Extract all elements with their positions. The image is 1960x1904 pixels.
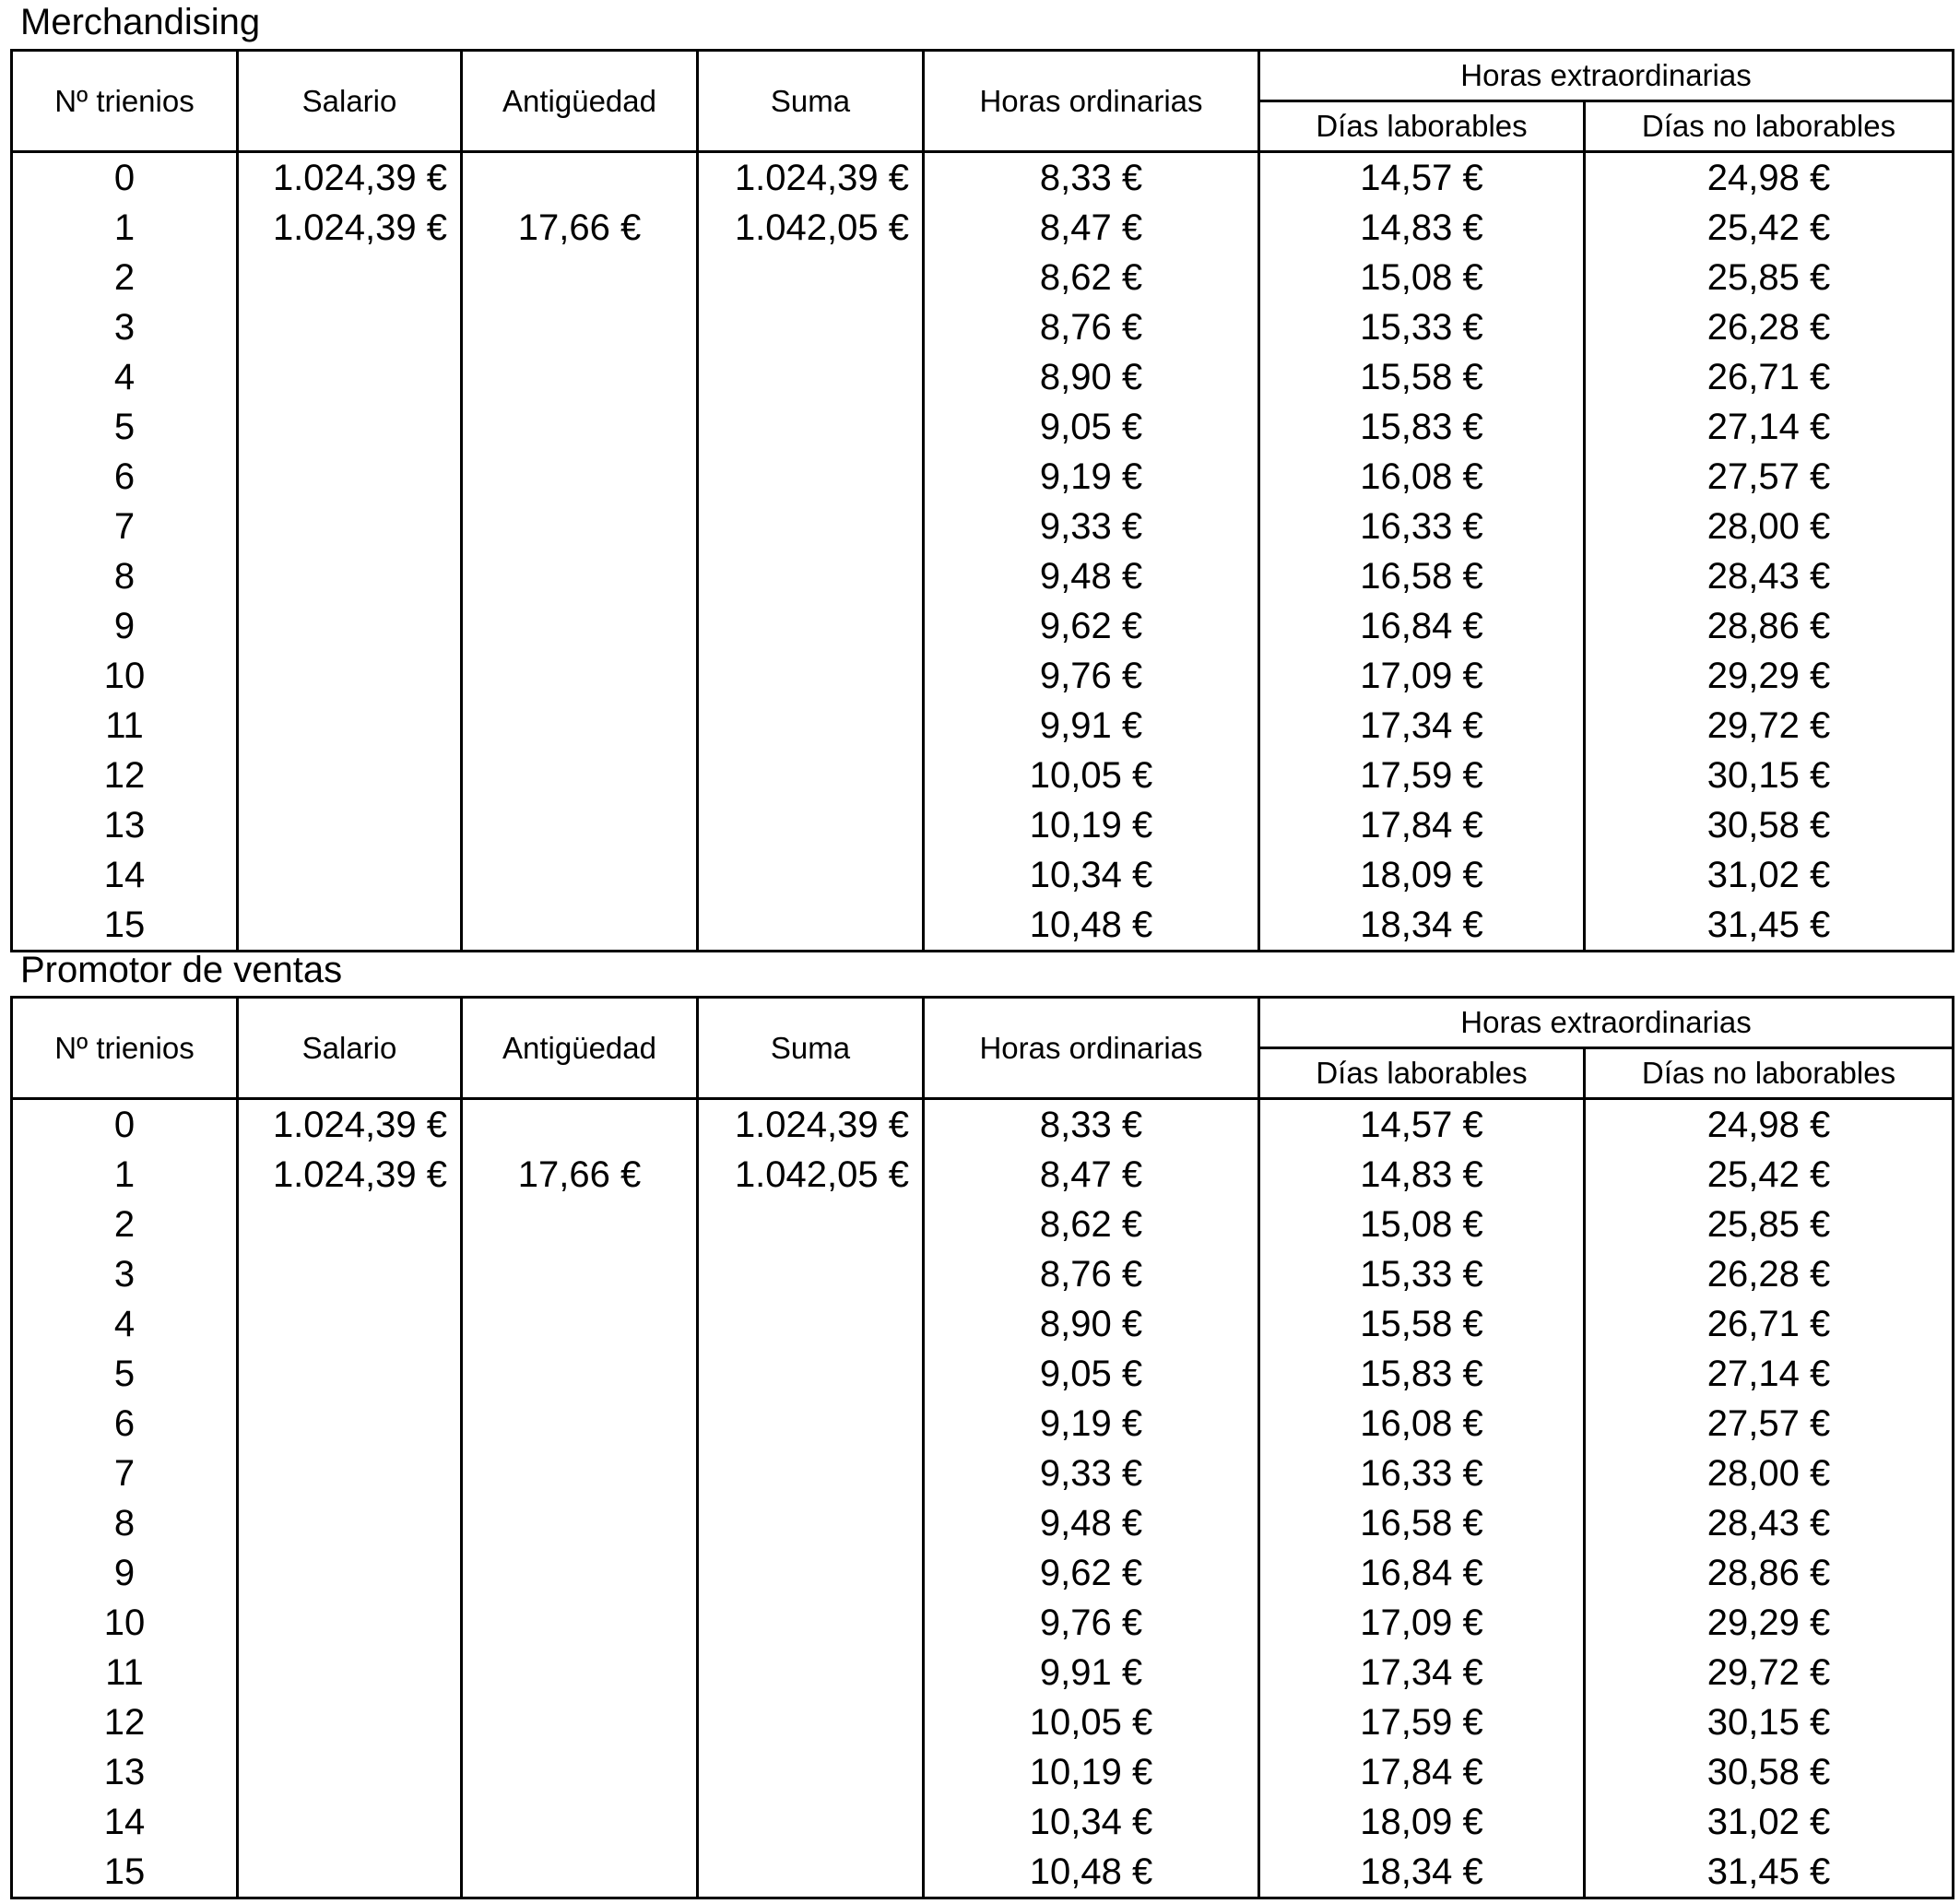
cell-horas-ordinarias: 9,19 €	[924, 452, 1259, 502]
cell-dias-laborables: 16,84 €	[1259, 601, 1585, 651]
cell-dias-laborables: 17,59 €	[1259, 1697, 1585, 1747]
cell-dias-laborables: 14,57 €	[1259, 152, 1585, 204]
cell-salario	[238, 1399, 462, 1449]
cell-salario	[238, 1449, 462, 1498]
cell-salario	[238, 302, 462, 352]
cell-trienios: 10	[12, 651, 238, 701]
cell-salario: 1.024,39 €	[238, 203, 462, 253]
salary-table	[10, 49, 1954, 952]
cell-salario	[238, 1548, 462, 1598]
table-row	[12, 900, 1954, 952]
cell-dias-no-laborables: 27,57 €	[1585, 1399, 1954, 1449]
cell-antiguedad	[462, 1299, 698, 1349]
cell-dias-no-laborables: 30,15 €	[1585, 1697, 1954, 1747]
table-row	[12, 850, 1954, 900]
cell-antiguedad	[462, 452, 698, 502]
cell-antiguedad	[462, 1648, 698, 1697]
cell-horas-ordinarias: 9,48 €	[924, 1498, 1259, 1548]
cell-trienios: 4	[12, 352, 238, 402]
cell-suma	[698, 1648, 924, 1697]
cell-dias-laborables: 16,33 €	[1259, 1449, 1585, 1498]
header-horas-extraordinarias: Horas extraordinarias	[1259, 51, 1954, 101]
cell-dias-laborables: 17,59 €	[1259, 751, 1585, 800]
table-row	[12, 253, 1954, 302]
cell-suma	[698, 1399, 924, 1449]
cell-dias-laborables: 18,34 €	[1259, 1847, 1585, 1898]
cell-salario: 1.024,39 €	[238, 152, 462, 204]
cell-suma	[698, 502, 924, 551]
cell-suma	[698, 452, 924, 502]
cell-salario	[238, 1249, 462, 1299]
cell-trienios: 15	[12, 1847, 238, 1898]
section-title: Merchandising	[20, 2, 261, 42]
cell-dias-no-laborables: 28,86 €	[1585, 1548, 1954, 1598]
table-row	[12, 302, 1954, 352]
cell-salario	[238, 1349, 462, 1399]
cell-antiguedad	[462, 900, 698, 952]
table-row	[12, 203, 1954, 253]
cell-dias-no-laborables: 28,86 €	[1585, 601, 1954, 651]
cell-dias-laborables: 17,84 €	[1259, 1747, 1585, 1797]
cell-dias-no-laborables: 28,43 €	[1585, 551, 1954, 601]
cell-antiguedad	[462, 651, 698, 701]
table-row	[12, 1449, 1954, 1498]
cell-salario	[238, 352, 462, 402]
cell-horas-ordinarias: 10,05 €	[924, 1697, 1259, 1747]
table-row	[12, 1349, 1954, 1399]
cell-horas-ordinarias: 8,47 €	[924, 1150, 1259, 1200]
cell-salario	[238, 1299, 462, 1349]
cell-dias-laborables: 14,83 €	[1259, 203, 1585, 253]
table-row	[12, 1598, 1954, 1648]
cell-trienios: 2	[12, 253, 238, 302]
cell-horas-ordinarias: 9,76 €	[924, 651, 1259, 701]
cell-dias-no-laborables: 31,45 €	[1585, 1847, 1954, 1898]
cell-trienios: 11	[12, 1648, 238, 1697]
cell-antiguedad: 17,66 €	[462, 1150, 698, 1200]
cell-horas-ordinarias: 9,19 €	[924, 1399, 1259, 1449]
table-body	[12, 152, 1954, 952]
cell-dias-laborables: 14,57 €	[1259, 1099, 1585, 1151]
cell-horas-ordinarias: 9,05 €	[924, 402, 1259, 452]
cell-dias-laborables: 15,08 €	[1259, 253, 1585, 302]
cell-antiguedad: 17,66 €	[462, 203, 698, 253]
cell-dias-no-laborables: 25,85 €	[1585, 1200, 1954, 1249]
cell-horas-ordinarias: 8,90 €	[924, 352, 1259, 402]
cell-dias-no-laborables: 28,00 €	[1585, 1449, 1954, 1498]
cell-suma	[698, 900, 924, 952]
cell-suma	[698, 1847, 924, 1898]
cell-horas-ordinarias: 8,90 €	[924, 1299, 1259, 1349]
cell-trienios: 1	[12, 1150, 238, 1200]
cell-dias-no-laborables: 26,28 €	[1585, 302, 1954, 352]
header-dias-laborables: Días laborables	[1259, 101, 1585, 152]
cell-antiguedad	[462, 751, 698, 800]
cell-horas-ordinarias: 8,33 €	[924, 152, 1259, 204]
table-row	[12, 551, 1954, 601]
table-row	[12, 1200, 1954, 1249]
cell-horas-ordinarias: 9,62 €	[924, 1548, 1259, 1598]
header-suma: Suma	[698, 51, 924, 152]
header-trienios: Nº trienios	[12, 998, 238, 1099]
cell-trienios: 5	[12, 402, 238, 452]
table-row	[12, 452, 1954, 502]
cell-suma	[698, 601, 924, 651]
cell-salario	[238, 1200, 462, 1249]
table-row	[12, 800, 1954, 850]
cell-antiguedad	[462, 850, 698, 900]
cell-dias-laborables: 17,09 €	[1259, 1598, 1585, 1648]
cell-antiguedad	[462, 1847, 698, 1898]
cell-dias-no-laborables: 25,42 €	[1585, 1150, 1954, 1200]
cell-trienios: 9	[12, 1548, 238, 1598]
table-row	[12, 502, 1954, 551]
cell-salario: 1.024,39 €	[238, 1099, 462, 1151]
cell-salario	[238, 800, 462, 850]
cell-suma	[698, 850, 924, 900]
cell-salario	[238, 1498, 462, 1548]
cell-dias-laborables: 16,33 €	[1259, 502, 1585, 551]
cell-dias-laborables: 16,08 €	[1259, 1399, 1585, 1449]
cell-horas-ordinarias: 10,48 €	[924, 1847, 1259, 1898]
table-row	[12, 402, 1954, 452]
cell-dias-no-laborables: 27,14 €	[1585, 1349, 1954, 1399]
cell-suma	[698, 1498, 924, 1548]
cell-suma	[698, 701, 924, 751]
table-row	[12, 1150, 1954, 1200]
cell-dias-no-laborables: 31,02 €	[1585, 850, 1954, 900]
table-row	[12, 1797, 1954, 1847]
header-dias-no-laborables: Días no laborables	[1585, 101, 1954, 152]
cell-trienios: 12	[12, 751, 238, 800]
cell-suma	[698, 1299, 924, 1349]
cell-salario	[238, 1648, 462, 1697]
cell-trienios: 0	[12, 152, 238, 204]
cell-suma	[698, 1200, 924, 1249]
cell-suma: 1.024,39 €	[698, 1099, 924, 1151]
cell-suma	[698, 402, 924, 452]
cell-antiguedad	[462, 402, 698, 452]
cell-dias-no-laborables: 30,58 €	[1585, 800, 1954, 850]
table-row	[12, 1498, 1954, 1548]
cell-trienios: 9	[12, 601, 238, 651]
header-suma: Suma	[698, 998, 924, 1099]
table-body	[12, 1099, 1954, 1898]
header-dias-no-laborables: Días no laborables	[1585, 1048, 1954, 1099]
cell-suma	[698, 751, 924, 800]
cell-dias-laborables: 15,58 €	[1259, 1299, 1585, 1349]
cell-horas-ordinarias: 9,48 €	[924, 551, 1259, 601]
cell-suma	[698, 1249, 924, 1299]
header-salario: Salario	[238, 51, 462, 152]
cell-dias-no-laborables: 28,00 €	[1585, 502, 1954, 551]
table-row	[12, 751, 1954, 800]
cell-antiguedad	[462, 551, 698, 601]
cell-trienios: 4	[12, 1299, 238, 1349]
cell-horas-ordinarias: 9,33 €	[924, 1449, 1259, 1498]
table-row	[12, 1299, 1954, 1349]
cell-trienios: 1	[12, 203, 238, 253]
table-row	[12, 1747, 1954, 1797]
cell-antiguedad	[462, 1498, 698, 1548]
cell-dias-no-laborables: 25,42 €	[1585, 203, 1954, 253]
cell-suma	[698, 253, 924, 302]
salary-table	[10, 996, 1954, 1899]
cell-trienios: 6	[12, 452, 238, 502]
cell-dias-laborables: 16,84 €	[1259, 1548, 1585, 1598]
cell-dias-laborables: 16,08 €	[1259, 452, 1585, 502]
cell-salario	[238, 1847, 462, 1898]
cell-dias-laborables: 15,33 €	[1259, 302, 1585, 352]
table-row	[12, 1548, 1954, 1598]
table-row	[12, 1399, 1954, 1449]
cell-dias-no-laborables: 27,57 €	[1585, 452, 1954, 502]
cell-dias-no-laborables: 26,71 €	[1585, 352, 1954, 402]
cell-trienios: 13	[12, 800, 238, 850]
header-dias-laborables: Días laborables	[1259, 1048, 1585, 1099]
cell-dias-laborables: 18,09 €	[1259, 850, 1585, 900]
cell-antiguedad	[462, 1200, 698, 1249]
table-row	[12, 1648, 1954, 1697]
cell-trienios: 8	[12, 551, 238, 601]
cell-suma	[698, 551, 924, 601]
cell-horas-ordinarias: 10,48 €	[924, 900, 1259, 952]
header-horas-extraordinarias: Horas extraordinarias	[1259, 998, 1954, 1048]
cell-antiguedad	[462, 1747, 698, 1797]
cell-dias-laborables: 17,34 €	[1259, 1648, 1585, 1697]
cell-trienios: 7	[12, 502, 238, 551]
cell-horas-ordinarias: 9,76 €	[924, 1598, 1259, 1648]
cell-salario	[238, 551, 462, 601]
cell-trienios: 3	[12, 302, 238, 352]
cell-horas-ordinarias: 8,76 €	[924, 302, 1259, 352]
cell-dias-laborables: 17,34 €	[1259, 701, 1585, 751]
cell-trienios: 14	[12, 1797, 238, 1847]
cell-suma	[698, 1598, 924, 1648]
cell-suma	[698, 1747, 924, 1797]
section-title: Promotor de ventas	[20, 950, 343, 990]
cell-antiguedad	[462, 1249, 698, 1299]
cell-horas-ordinarias: 8,76 €	[924, 1249, 1259, 1299]
cell-salario	[238, 651, 462, 701]
cell-antiguedad	[462, 1548, 698, 1598]
cell-suma	[698, 1449, 924, 1498]
cell-dias-laborables: 14,83 €	[1259, 1150, 1585, 1200]
cell-suma	[698, 352, 924, 402]
cell-salario	[238, 1747, 462, 1797]
cell-dias-no-laborables: 29,72 €	[1585, 701, 1954, 751]
cell-salario	[238, 900, 462, 952]
cell-dias-no-laborables: 29,29 €	[1585, 1598, 1954, 1648]
cell-dias-no-laborables: 29,29 €	[1585, 651, 1954, 701]
cell-antiguedad	[462, 1797, 698, 1847]
cell-dias-no-laborables: 28,43 €	[1585, 1498, 1954, 1548]
table-row	[12, 601, 1954, 651]
cell-salario	[238, 1598, 462, 1648]
cell-antiguedad	[462, 1399, 698, 1449]
cell-suma: 1.042,05 €	[698, 1150, 924, 1200]
cell-trienios: 3	[12, 1249, 238, 1299]
cell-salario	[238, 402, 462, 452]
cell-trienios: 8	[12, 1498, 238, 1548]
cell-horas-ordinarias: 10,34 €	[924, 850, 1259, 900]
cell-horas-ordinarias: 8,62 €	[924, 253, 1259, 302]
header-horas-ordinarias: Horas ordinarias	[924, 51, 1259, 152]
table-row	[12, 1697, 1954, 1747]
cell-dias-no-laborables: 27,14 €	[1585, 402, 1954, 452]
cell-horas-ordinarias: 9,33 €	[924, 502, 1259, 551]
cell-salario	[238, 701, 462, 751]
cell-trienios: 2	[12, 1200, 238, 1249]
cell-horas-ordinarias: 10,19 €	[924, 800, 1259, 850]
cell-trienios: 10	[12, 1598, 238, 1648]
cell-antiguedad	[462, 1099, 698, 1151]
cell-dias-laborables: 17,84 €	[1259, 800, 1585, 850]
table-row	[12, 1249, 1954, 1299]
cell-horas-ordinarias: 10,05 €	[924, 751, 1259, 800]
cell-dias-laborables: 16,58 €	[1259, 1498, 1585, 1548]
cell-antiguedad	[462, 1349, 698, 1399]
cell-salario: 1.024,39 €	[238, 1150, 462, 1200]
cell-salario	[238, 502, 462, 551]
cell-trienios: 6	[12, 1399, 238, 1449]
cell-suma	[698, 1797, 924, 1847]
cell-horas-ordinarias: 9,91 €	[924, 701, 1259, 751]
cell-salario	[238, 601, 462, 651]
cell-trienios: 15	[12, 900, 238, 952]
cell-suma	[698, 651, 924, 701]
cell-suma	[698, 302, 924, 352]
header-salario: Salario	[238, 998, 462, 1099]
cell-dias-laborables: 17,09 €	[1259, 651, 1585, 701]
cell-trienios: 0	[12, 1099, 238, 1151]
cell-salario	[238, 850, 462, 900]
table-row	[12, 1099, 1954, 1151]
cell-antiguedad	[462, 352, 698, 402]
cell-dias-no-laborables: 30,15 €	[1585, 751, 1954, 800]
cell-antiguedad	[462, 1449, 698, 1498]
cell-dias-no-laborables: 31,02 €	[1585, 1797, 1954, 1847]
cell-suma: 1.024,39 €	[698, 152, 924, 204]
table-row	[12, 1847, 1954, 1898]
cell-antiguedad	[462, 302, 698, 352]
cell-dias-no-laborables: 26,28 €	[1585, 1249, 1954, 1299]
cell-salario	[238, 1697, 462, 1747]
header-trienios: Nº trienios	[12, 51, 238, 152]
cell-trienios: 14	[12, 850, 238, 900]
cell-dias-no-laborables: 25,85 €	[1585, 253, 1954, 302]
cell-antiguedad	[462, 1598, 698, 1648]
cell-horas-ordinarias: 8,62 €	[924, 1200, 1259, 1249]
cell-horas-ordinarias: 9,62 €	[924, 601, 1259, 651]
cell-trienios: 11	[12, 701, 238, 751]
cell-salario	[238, 253, 462, 302]
cell-dias-no-laborables: 29,72 €	[1585, 1648, 1954, 1697]
cell-suma	[698, 1697, 924, 1747]
cell-antiguedad	[462, 253, 698, 302]
cell-salario	[238, 452, 462, 502]
header-antiguedad: Antigüedad	[462, 51, 698, 152]
cell-trienios: 7	[12, 1449, 238, 1498]
cell-salario	[238, 1797, 462, 1847]
header-horas-ordinarias: Horas ordinarias	[924, 998, 1259, 1099]
cell-dias-laborables: 15,58 €	[1259, 352, 1585, 402]
cell-antiguedad	[462, 601, 698, 651]
cell-dias-laborables: 15,08 €	[1259, 1200, 1585, 1249]
cell-antiguedad	[462, 800, 698, 850]
cell-dias-no-laborables: 24,98 €	[1585, 1099, 1954, 1151]
cell-trienios: 13	[12, 1747, 238, 1797]
cell-dias-laborables: 18,09 €	[1259, 1797, 1585, 1847]
cell-dias-laborables: 18,34 €	[1259, 900, 1585, 952]
table-row	[12, 701, 1954, 751]
cell-dias-no-laborables: 30,58 €	[1585, 1747, 1954, 1797]
cell-dias-laborables: 15,83 €	[1259, 402, 1585, 452]
table-row	[12, 352, 1954, 402]
cell-dias-no-laborables: 26,71 €	[1585, 1299, 1954, 1349]
cell-dias-laborables: 16,58 €	[1259, 551, 1585, 601]
cell-horas-ordinarias: 10,34 €	[924, 1797, 1259, 1847]
cell-suma	[698, 1548, 924, 1598]
cell-antiguedad	[462, 701, 698, 751]
cell-dias-no-laborables: 24,98 €	[1585, 152, 1954, 204]
cell-horas-ordinarias: 9,91 €	[924, 1648, 1259, 1697]
table-row	[12, 651, 1954, 701]
cell-horas-ordinarias: 8,33 €	[924, 1099, 1259, 1151]
table-row	[12, 152, 1954, 204]
header-antiguedad: Antigüedad	[462, 998, 698, 1099]
cell-dias-no-laborables: 31,45 €	[1585, 900, 1954, 952]
cell-antiguedad	[462, 1697, 698, 1747]
cell-trienios: 12	[12, 1697, 238, 1747]
cell-suma	[698, 1349, 924, 1399]
cell-dias-laborables: 15,33 €	[1259, 1249, 1585, 1299]
cell-horas-ordinarias: 9,05 €	[924, 1349, 1259, 1399]
cell-horas-ordinarias: 10,19 €	[924, 1747, 1259, 1797]
cell-suma: 1.042,05 €	[698, 203, 924, 253]
cell-suma	[698, 800, 924, 850]
cell-antiguedad	[462, 152, 698, 204]
cell-dias-laborables: 15,83 €	[1259, 1349, 1585, 1399]
cell-horas-ordinarias: 8,47 €	[924, 203, 1259, 253]
cell-salario	[238, 751, 462, 800]
cell-trienios: 5	[12, 1349, 238, 1399]
cell-antiguedad	[462, 502, 698, 551]
